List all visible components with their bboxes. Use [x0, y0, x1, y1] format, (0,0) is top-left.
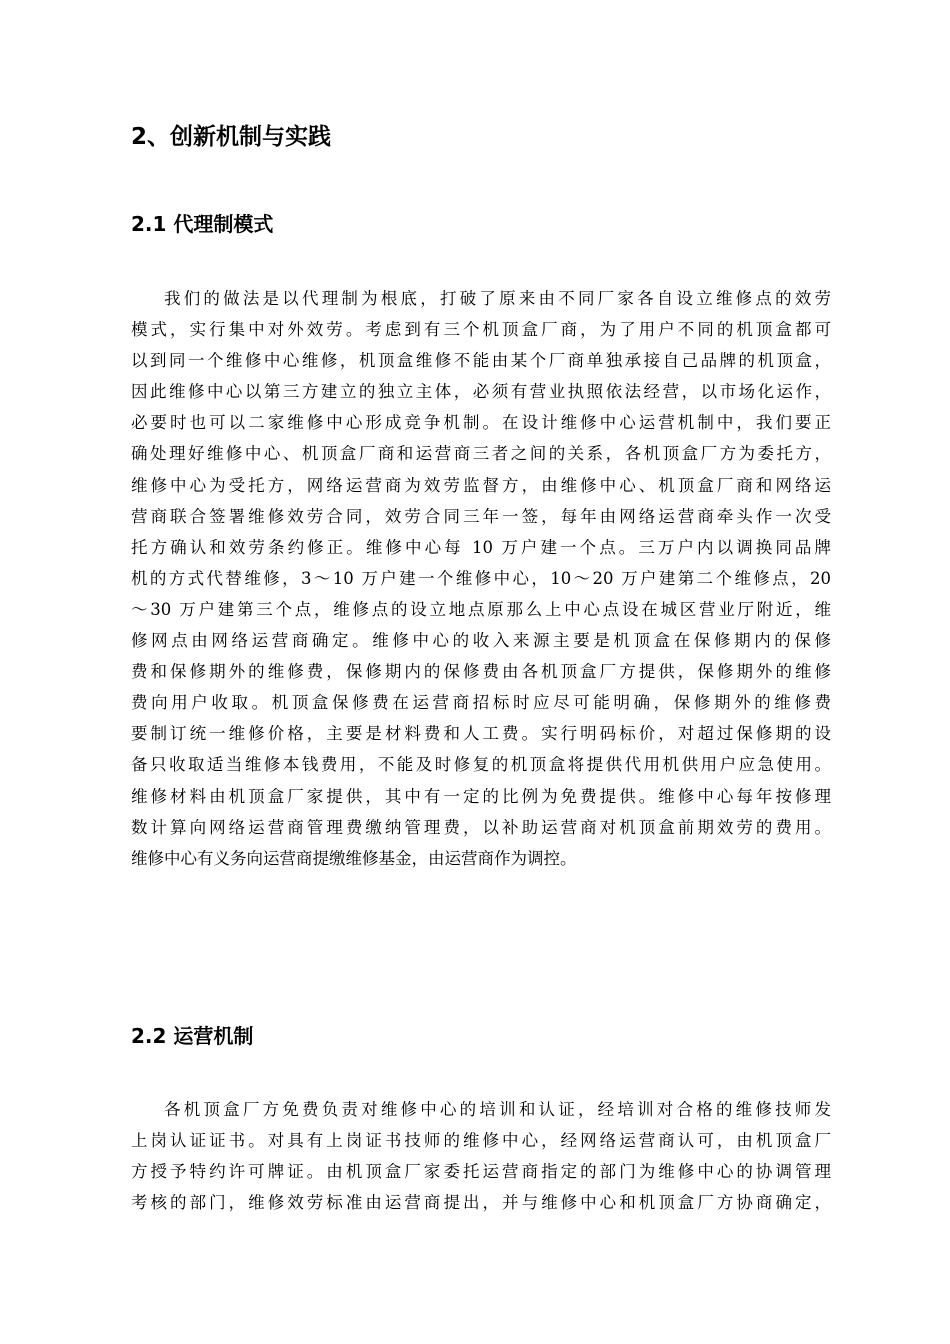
text-line: 营商联合签署维修效劳合同，效劳合同三年一签，每年由网络运营商牵头作一次受	[131, 506, 831, 526]
text-line: 模式，实行集中对外效劳。考虑到有三个机顶盒厂商，为了用户不同的机顶盒都可	[131, 320, 831, 340]
text-line: 维修材料由机顶盒厂家提供，其中有一定的比例为免费提供。维修中心每年按修理	[131, 786, 831, 806]
text-line: 备只收取适当维修本钱费用，不能及时修复的机顶盒将提供代用机供用户应急使用。	[131, 755, 831, 775]
text-line: 以到同一个维修中心维修，机顶盒维修不能由某个厂商单独承接自己品牌的机顶盒，	[131, 351, 831, 371]
text-line: 机的方式代替维修，3～10 万户建一个维修中心，10～20 万户建第二个维修点，20	[131, 568, 831, 588]
section-heading-agency-model: 2.1 代理制模式	[131, 212, 274, 236]
text-line: 维修中心为受托方，网络运营商为效劳监督方，由维修中心、机顶盒厂商和网络运	[131, 475, 831, 495]
text-line: 因此维修中心以第三方建立的独立主体，必须有营业执照依法经营，以市场化运作，	[131, 382, 831, 402]
chapter-heading: 2、创新机制与实践	[131, 124, 332, 150]
text-line: 方授予特约许可牌证。由机顶盒厂家委托运营商指定的部门为维修中心的协调管理	[131, 1162, 831, 1182]
paragraph-agency-model	[131, 283, 831, 874]
text-line: 修网点由网络运营商确定。维修中心的收入来源主要是机顶盒在保修期内的保修	[131, 631, 831, 651]
text-line: ～30 万户建第三个点，维修点的设立地点原那么上中心点设在城区营业厅附近，维	[131, 599, 831, 619]
text-line: 数计算向网络运营商管理费缴纳管理费，以补助运营商对机顶盒前期效劳的费用。	[131, 817, 831, 837]
text-line: 必要时也可以二家维修中心形成竞争机制。在设计维修中心运营机制中，我们要正	[131, 413, 831, 433]
text-line: 费和保修期外的维修费，保修期内的保修费由各机顶盒厂方提供，保修期外的维修	[131, 662, 831, 682]
paragraph-operation-mechanism	[131, 1094, 831, 1218]
text-line: 费向用户收取。机顶盒保修费在运营商招标时应尽可能明确，保修期外的维修费	[131, 693, 831, 713]
text-line: 维修中心有义务向运营商提缴维修基金，由运营商作为调控。	[131, 848, 577, 868]
text-line: 要制订统一维修价格，主要是材料费和人工费。实行明码标价，对超过保修期的设	[131, 724, 831, 744]
text-line: 我们的做法是以代理制为根底，打破了原来由不同厂家各自设立维修点的效劳	[164, 289, 831, 308]
section-heading-operation-mechanism: 2.2 运营机制	[131, 1024, 254, 1048]
text-line: 各机顶盒厂方免费负责对维修中心的培训和认证，经培训对合格的维修技师发	[164, 1100, 831, 1119]
text-line: 考核的部门，维修效劳标准由运营商提出，并与维修中心和机顶盒厂方协商确定，	[131, 1193, 831, 1213]
text-line: 确处理好维修中心、机顶盒厂商和运营商三者之间的关系，各机顶盒厂方为委托方，	[131, 444, 831, 464]
text-line: 托方确认和效劳条约修正。维修中心每 10 万户建一个点。三万户内以调换同品牌	[131, 537, 831, 557]
text-line: 上岗认证证书。对具有上岗证书技师的维修中心，经网络运营商认可，由机顶盒厂	[131, 1131, 831, 1151]
